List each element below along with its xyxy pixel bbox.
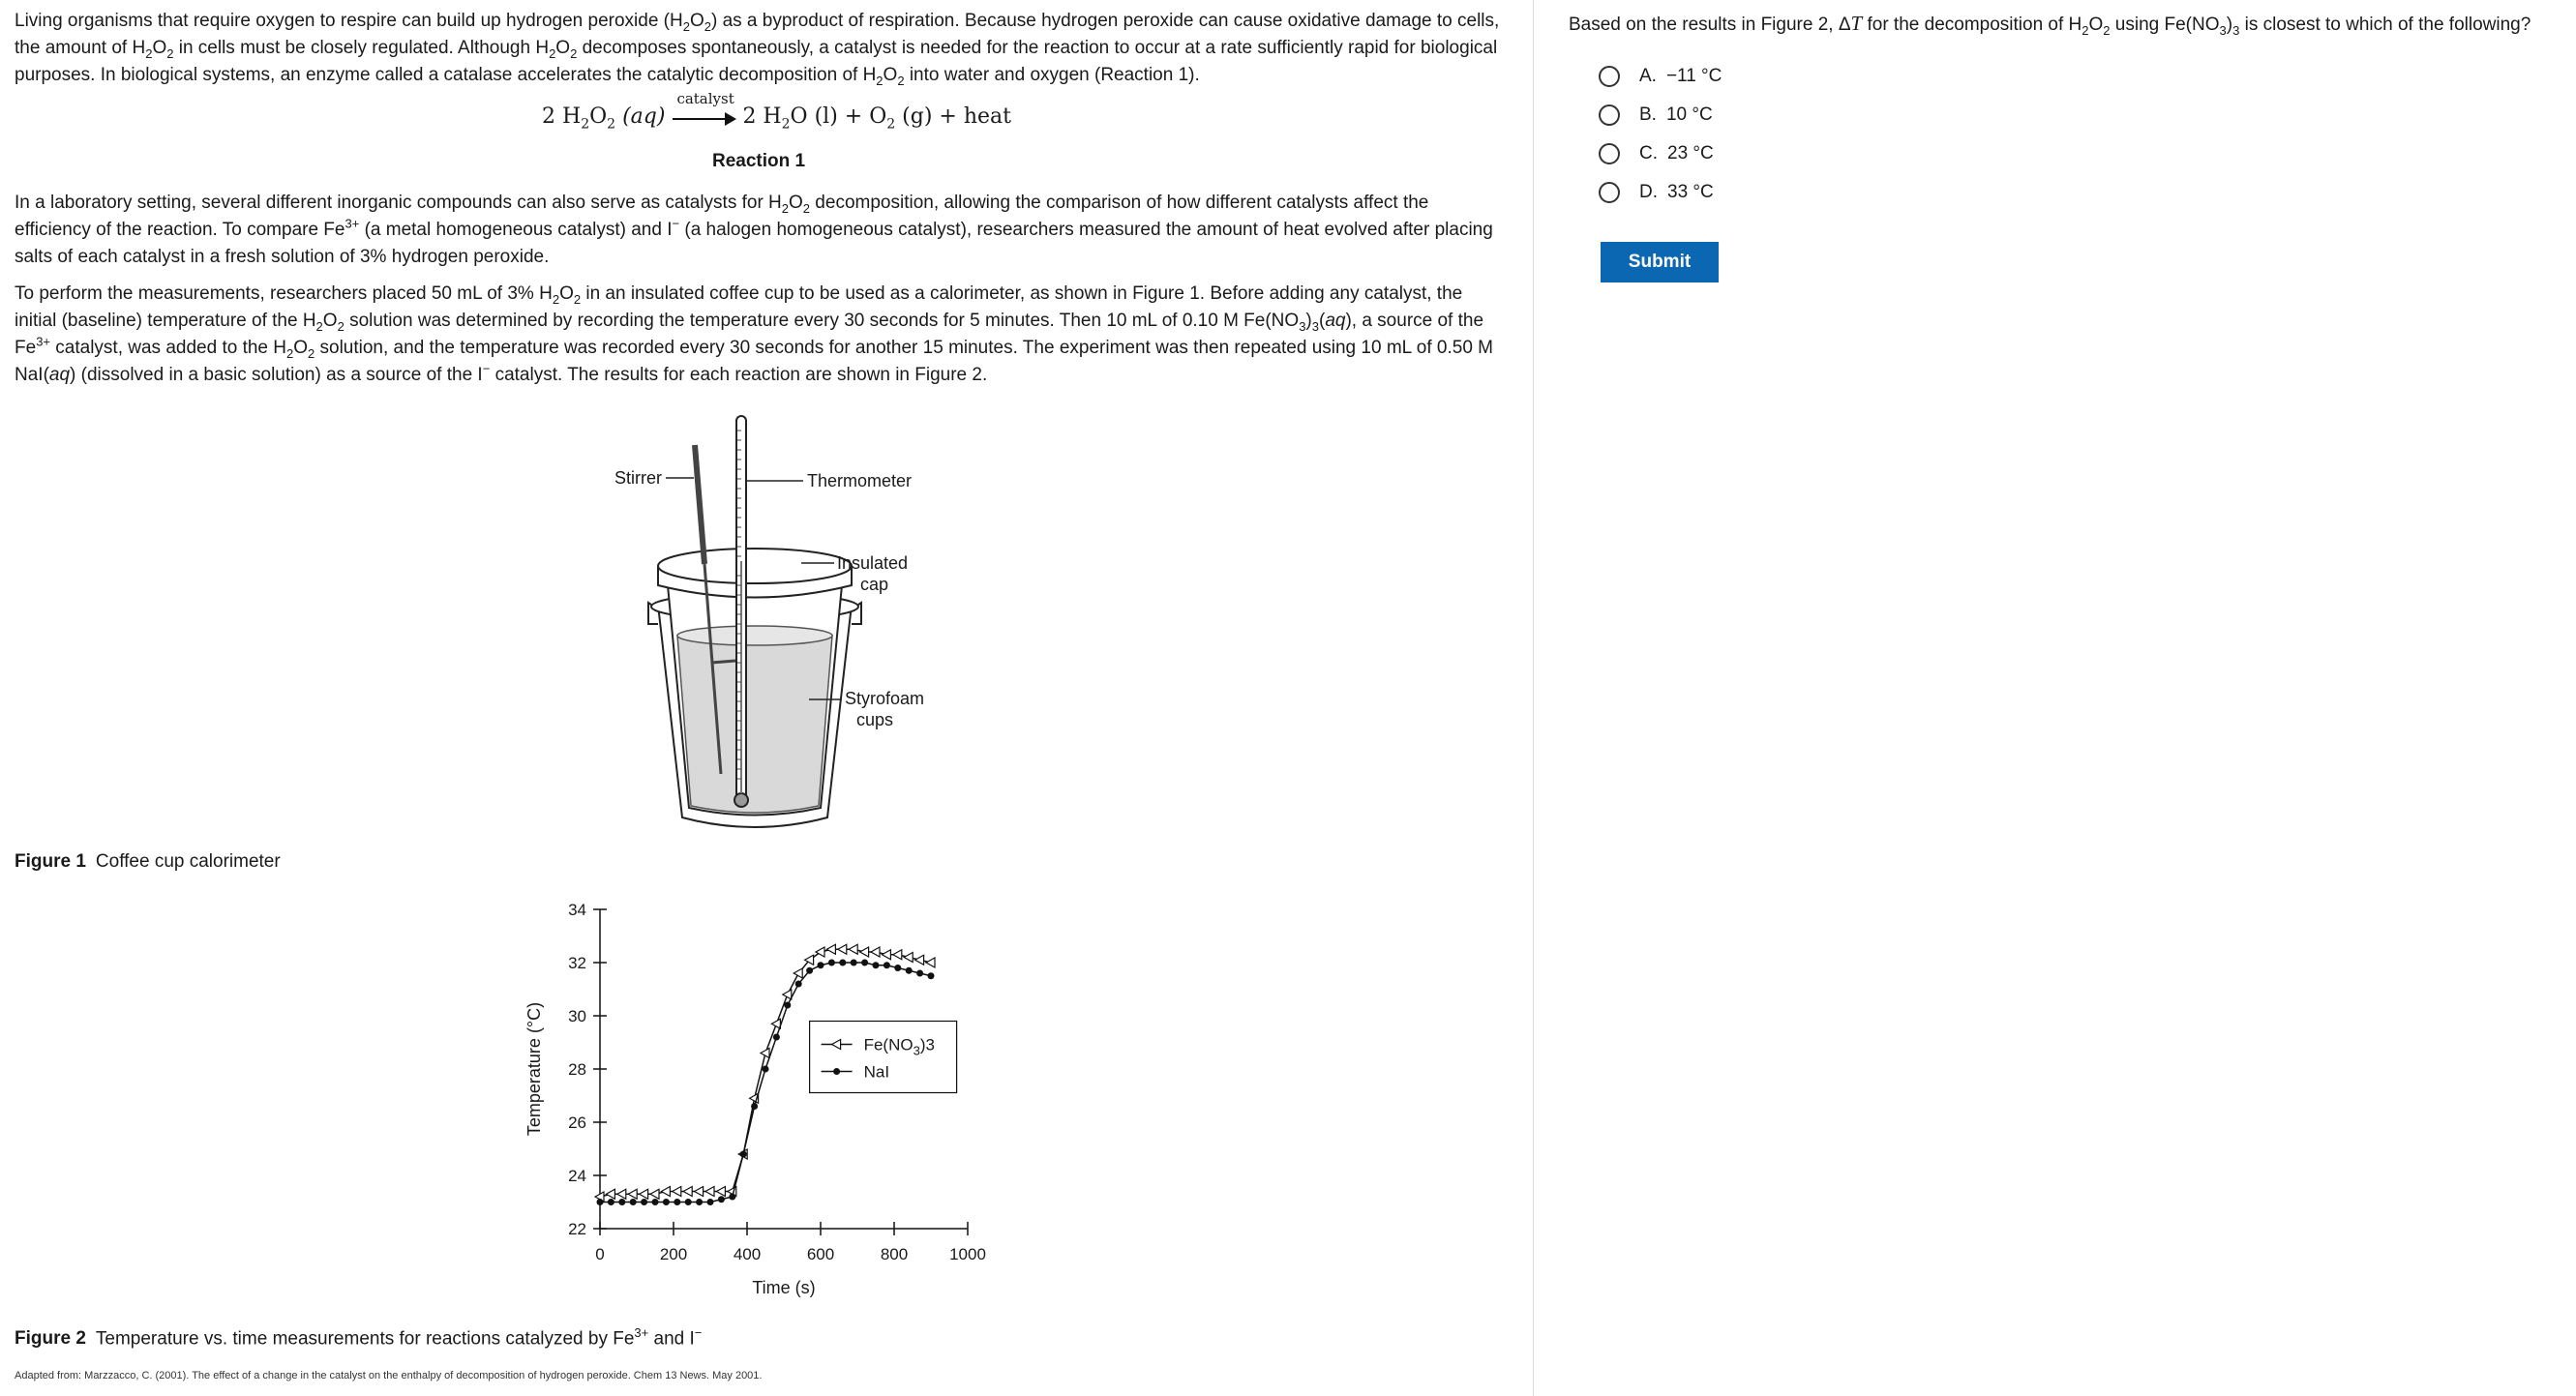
data-point-nai [861,960,868,966]
liquid [677,636,832,813]
data-point-fe [893,950,902,960]
option-b-text: 10 °C [1665,104,1713,125]
data-point-fe [771,1019,780,1028]
option-a-text: −11 °C [1665,66,1722,86]
option-d[interactable]: D. 33 °C [1599,182,1714,203]
data-point-fe [838,944,847,954]
data-point-nai [597,1199,604,1205]
liquid-surface [677,626,832,645]
figure-2-caption: Figure 2 Temperature vs. time measurements for reactions catalyzed by $Fe^{3+}$ and I− [15,1325,703,1350]
temperature-time-chart [503,880,1006,1306]
radio-b[interactable] [1599,104,1620,126]
reaction-arrow: catalyst [673,115,734,120]
data-point-nai [906,967,913,974]
data-point-nai [663,1199,670,1205]
data-point-nai [828,960,835,966]
question-pane [1535,0,2576,1396]
data-point-nai [674,1199,680,1205]
legend-marker-nai [833,1068,840,1075]
passage-paragraph-1: Living organisms that require oxygen to respire can build up hydrogen peroxide $(H_2O_2)$ as a byproduct of respiration. Because hydrogen peroxide can cause oxidative damage to cells, the amount of $H_2O_2$ in cells must be closely regulated. Although $H_2O_2$ decomposes spontaneously, a catalyst is needed for the reaction to occur at a rate sufficiently rapid for biological purposes. In biological systems, an enzyme called a catalase accelerates the catalytic decomposition of $H_2O_2$ into water and oxygen (Reaction 1). [15,11,1500,88]
submit-button[interactable]: Submit [1601,242,1719,282]
passage-paragraph-2: In a laboratory setting, several different inorganic compounds can also serve as catalysts for $H_2O_2$ decomposition, allowing the comparison of how different catalysts affect the efficiency of the reaction. To compare $Fe^{3+}$ (a metal homogeneous catalyst) and I− (a halogen homogeneous catalyst), researchers measured the amount of heat evolved after placing salts of each catalyst in a fresh solution of 3% hydrogen peroxide. [15,193,1493,267]
data-point-nai [685,1199,692,1205]
y-tick-label: 24 [568,1167,586,1185]
legend-label-fe: $Fe(NO_3)3$ [863,1035,935,1058]
data-point-fe [783,990,792,999]
question-stem: Based on the results in Figure 2, ΔT for the decomposition of $H_2O_2$ using $Fe(NO_3)_3$ is closest to which of the following? [1569,12,2531,38]
data-point-nai [652,1199,659,1205]
citation: Adapted from: Marzzacco, C. (2001). The effect of a change in the catalyst on the enthalpy of decomposition of hydrogen peroxide. Chem 13 News. May 2001. [15,1370,763,1381]
data-point-nai [795,981,802,988]
data-point-nai [916,970,923,977]
data-point-fe [628,1189,637,1199]
data-point-fe [882,950,890,960]
data-point-nai [763,1066,769,1073]
figure-1-caption: Figure 1 Coffee cup calorimeter [15,851,281,872]
data-point-fe [871,947,880,957]
data-point-fe [650,1189,659,1199]
data-point-fe [617,1189,626,1199]
data-point-fe [826,944,835,954]
x-tick-label: 0 [595,1245,605,1263]
data-point-nai [773,1034,780,1041]
y-tick-label: 28 [568,1060,586,1079]
data-point-nai [784,1002,791,1009]
data-point-nai [618,1199,625,1205]
data-point-nai [740,1151,747,1158]
y-tick-label: 22 [568,1220,586,1238]
thermometer-label: Thermometer [807,471,913,490]
data-point-fe [716,1187,725,1197]
radio-c[interactable] [1599,143,1620,164]
insulated-cap [658,549,852,583]
data-point-nai [696,1199,703,1205]
data-point-nai [928,972,935,979]
data-point-nai [718,1196,725,1203]
data-point-fe [640,1189,648,1199]
passage-paragraph-3: To perform the measurements, researchers placed 50 mL of 3% $H_2O_2$ in an insulated coffee cup to be used as a calorimeter, as shown in Figure 1. Before adding any catalyst, the initial (baseline) temperature of the $H_2O_2$ solution was determined by recording the temperature every 30 seconds for 5 minutes. Then 10 mL of 0.10 M $Fe(NO_3)_3(aq)$, a source of the $Fe^{3+}$ catalyst, was added to the $H_2O_2$ solution, and the temperature was recorded every 30 seconds for another 15 minutes. The experiment was then repeated using 10 mL of 0.50 M NaI(aq) (dissolved in a basic solution) as a source of the I− catalyst. The results for each reaction are shown in Figure 2. [15,283,1493,385]
cap-label: cap [860,575,889,594]
data-point-nai [641,1199,647,1205]
data-point-fe [695,1187,704,1197]
data-point-fe [606,1189,614,1199]
data-point-fe [705,1187,714,1197]
data-point-fe [904,953,913,963]
data-point-nai [818,962,824,968]
data-point-nai [839,960,846,966]
data-point-nai [894,965,901,971]
y-tick-label: 32 [568,954,586,972]
x-tick-label: 800 [880,1245,909,1263]
y-tick-label: 26 [568,1114,586,1132]
data-point-fe [673,1187,681,1197]
stirrer-paddle [711,661,735,663]
stirrer-rod [695,445,704,564]
insulated-label: Insulated [837,553,909,573]
x-tick-label: 200 [659,1245,688,1263]
data-point-nai [851,960,857,966]
y-tick-label: 30 [568,1007,586,1025]
option-d-text: 33 °C [1667,182,1714,202]
data-point-nai [884,962,890,968]
data-point-nai [729,1194,735,1201]
data-point-nai [707,1199,714,1205]
data-point-fe [915,955,924,965]
radio-a[interactable] [1599,66,1620,87]
data-point-fe [683,1187,692,1197]
x-tick-label: 400 [733,1245,762,1263]
data-point-nai [751,1103,758,1110]
option-c-text: 23 °C [1667,143,1714,163]
x-tick-label: 600 [806,1245,835,1263]
cups-label: cups [856,710,894,729]
calorimeter-diagram [581,392,948,837]
stirrer-label: Stirrer [614,468,662,488]
data-point-fe [849,944,857,954]
thermometer-bulb [734,793,748,807]
x-axis-label: Time (s) [752,1278,816,1297]
option-a[interactable]: A. −11 °C [1599,66,1722,87]
legend-box [810,1022,957,1093]
styrofoam-label: Styrofoam [845,689,925,708]
option-b[interactable]: B. 10 °C [1599,104,1713,126]
data-point-fe [661,1187,670,1197]
reaction-equation: 2 $H_2O_2$ (aq) catalyst 2 $H_2O$ $(l) + O_2$ (g) + heat [542,89,1011,133]
reaction-label: Reaction 1 [712,151,806,171]
x-tick-label: 1000 [949,1245,986,1263]
data-point-fe [794,968,802,978]
radio-d[interactable] [1599,182,1620,203]
data-point-nai [630,1199,637,1205]
data-point-nai [873,962,880,968]
data-point-nai [806,967,813,974]
data-point-fe [860,947,869,957]
y-tick-label: 34 [568,901,586,919]
y-axis-label: Temperature (°C) [524,1001,544,1137]
option-c[interactable]: C. 23 °C [1599,143,1714,164]
data-point-nai [608,1199,614,1205]
data-point-fe [926,958,935,967]
legend-label-nai: NaI [863,1062,890,1082]
